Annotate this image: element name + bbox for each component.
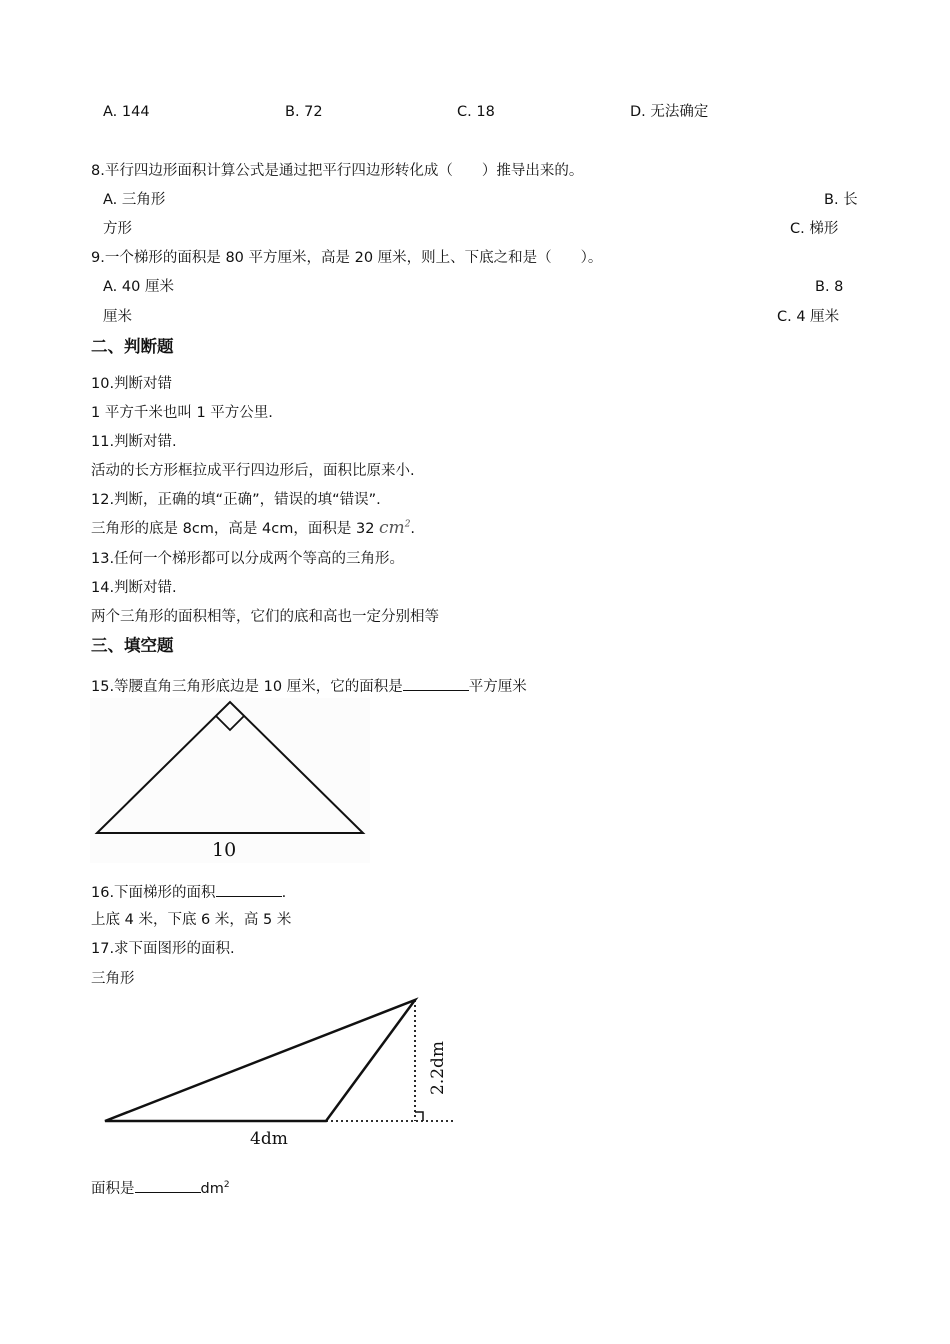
q14-title: 14.判断对错. xyxy=(91,580,177,596)
q8-option-b-cont: 方形 xyxy=(103,221,132,237)
q8-question: 8.平行四边形面积计算公式是通过把平行四边形转化成（ ）推导出来的。 xyxy=(91,163,584,179)
q12-title: 12.判断，正确的填“正确”，错误的填“错误”. xyxy=(91,492,381,508)
q9-question: 9.一个梯形的面积是 80 平方厘米，高是 20 厘米，则上、下底之和是（ ）。 xyxy=(91,250,603,266)
q7-option-d: D. 无法确定 xyxy=(630,104,709,120)
q9-option-b-cont: 厘米 xyxy=(103,309,132,325)
q13-title: 13.任何一个梯形都可以分成两个等高的三角形。 xyxy=(91,551,405,567)
q10-body: 1 平方千米也叫 1 平方公里. xyxy=(91,405,273,421)
q17-answer: 面积是 $dm^2$ xyxy=(91,1180,230,1197)
q8-option-c: C. 梯形 xyxy=(790,221,839,237)
q10-title: 10.判断对错 xyxy=(91,376,173,392)
q16-question: 16.下面梯形的面积 . xyxy=(91,885,287,901)
q14-body: 两个三角形的面积相等，它们的底和高也一定分别相等 xyxy=(91,609,439,625)
q8-option-a: A. 三角形 xyxy=(103,192,166,208)
q16-answer-blank[interactable] xyxy=(216,884,282,897)
q11-title: 11.判断对错. xyxy=(91,434,177,450)
q17-subtitle: 三角形 xyxy=(91,971,135,987)
section-heading-judgement: 二、判断题 xyxy=(91,337,174,356)
q17-title: 17.求下面图形的面积. xyxy=(91,941,235,957)
q15-base-label: 10 xyxy=(212,839,237,861)
q9-option-a: A. 40 厘米 xyxy=(103,279,174,295)
q12-body: 三角形的底是 8cm，高是 4cm，面积是 32 $cm^2$. xyxy=(91,518,416,538)
q17-triangle-figure xyxy=(95,990,465,1155)
q17-base-label: 4dm xyxy=(250,1129,288,1149)
q7-option-c: C. 18 xyxy=(457,104,495,120)
q15-triangle-figure xyxy=(90,698,370,863)
q16-body: 上底 4 米，下底 6 米，高 5 米 xyxy=(91,912,292,928)
q17-answer-blank[interactable] xyxy=(135,1180,201,1193)
q12-unit: $cm^2$ xyxy=(379,518,411,538)
q11-body: 活动的长方形框拉成平行四边形后，面积比原来小. xyxy=(91,463,415,479)
q15-answer-blank[interactable] xyxy=(403,678,469,691)
q12-body-text: 三角形的底是 8cm，高是 4cm，面积是 32 xyxy=(91,521,375,537)
section-heading-fill: 三、填空题 xyxy=(91,636,174,655)
q7-option-b: B. 72 xyxy=(285,104,323,120)
q8-option-b: B. 长 xyxy=(824,192,858,208)
q15-question: 15.等腰直角三角形底边是 10 厘米，它的面积是 平方厘米 xyxy=(91,679,527,695)
q17-height-label: 2.2dm xyxy=(428,1040,448,1095)
q7-option-a: A. 144 xyxy=(103,104,150,120)
q9-option-b: B. 8 xyxy=(815,279,844,295)
q9-option-c: C. 4 厘米 xyxy=(777,309,840,325)
